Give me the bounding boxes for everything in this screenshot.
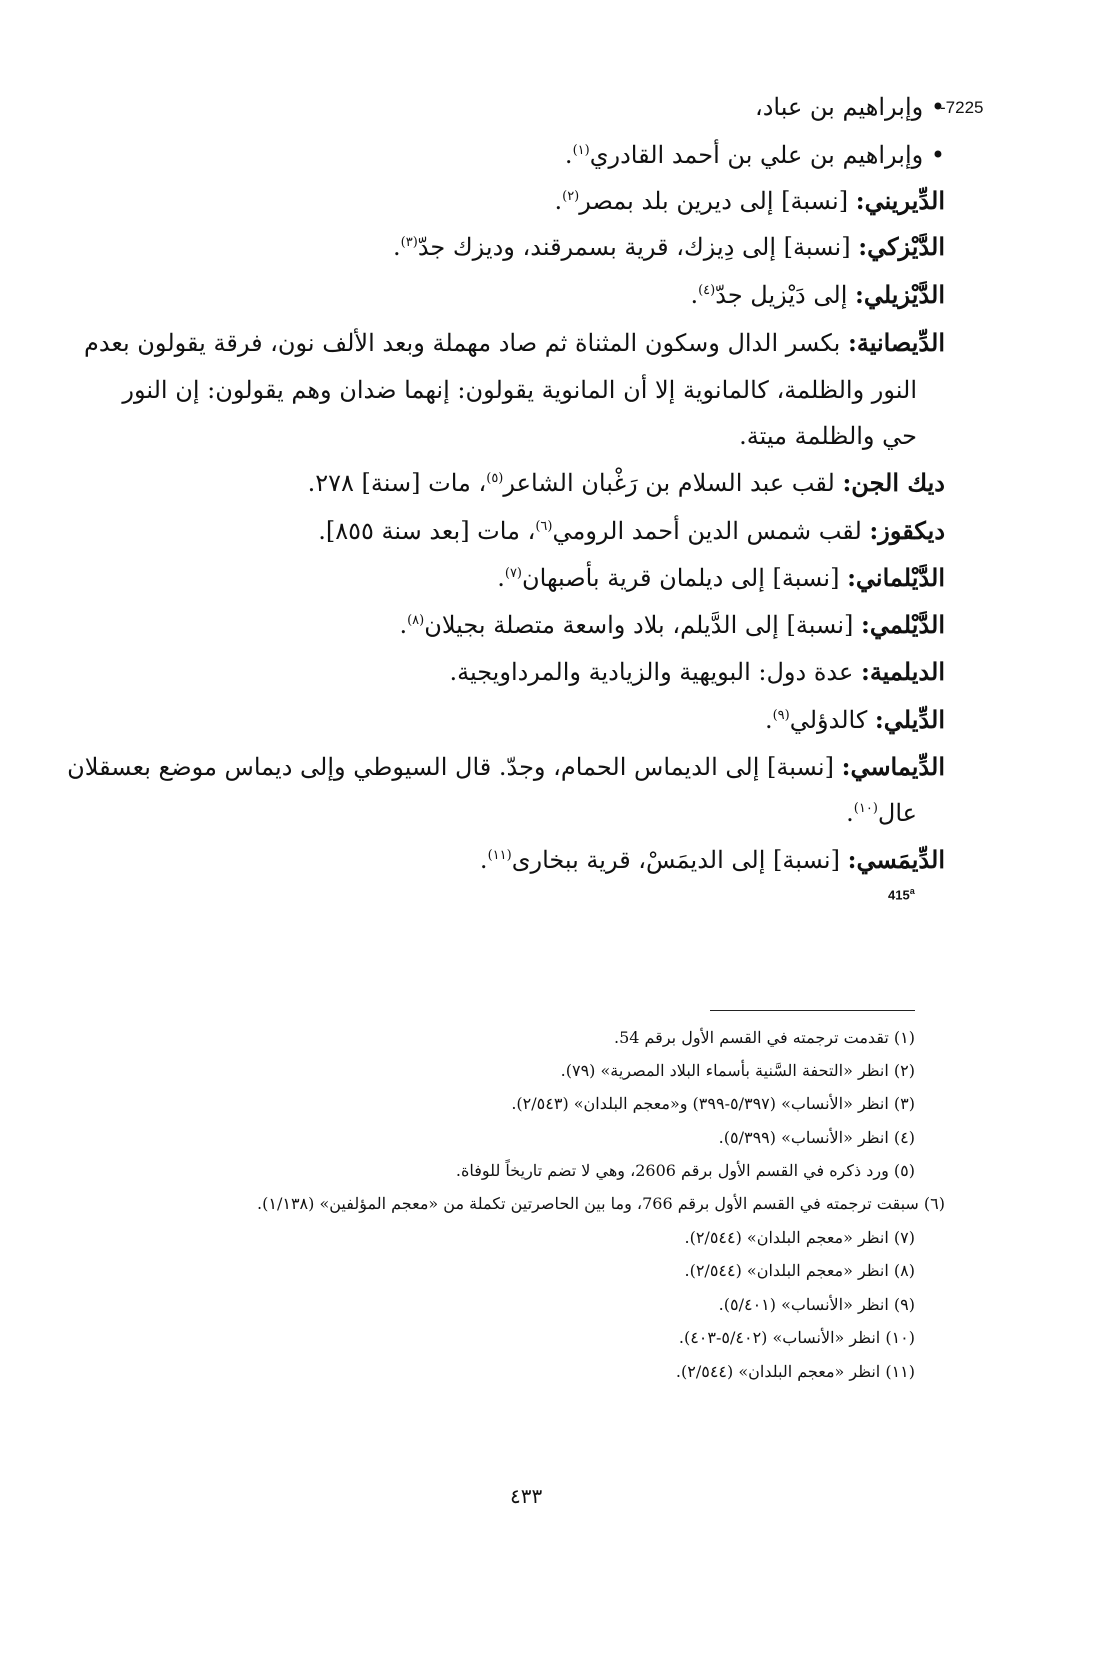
text-line (449, 657, 945, 687)
headword: ديك الجن: (842, 468, 945, 497)
headword: الدِّيصانية: (847, 328, 945, 357)
footnote-ref: (١) (572, 143, 590, 158)
line-tail: . (554, 187, 563, 215)
text-line (308, 468, 945, 498)
page-number: ٤٣٣ (510, 1484, 543, 1508)
headword: الديلمية: (860, 657, 945, 686)
line-text: [نسبة] إلى ديلمان قرية بأصبهان (522, 564, 848, 592)
line-text: [نسبة] إلى الديماس الحمام، وجدّ. قال السيوطي وإلى ديماس موضع بعسقلان (67, 753, 842, 781)
text-line (318, 516, 945, 546)
footnote-ref: (٥) (486, 471, 504, 486)
line-text: حي والظلمة ميتة. (739, 422, 917, 450)
line-tail: . (497, 564, 505, 592)
footnote-ref: (٤) (698, 283, 716, 298)
line-tail: . (846, 799, 854, 827)
entry-number: -7225 (940, 98, 984, 117)
text-line (554, 186, 945, 216)
footnote: (٧) انظر «معجم البلدان» (٢/٥٤٤). (684, 1228, 915, 1247)
line-tail: . (399, 611, 408, 639)
footnote-ref: (١١) (487, 848, 512, 863)
manuscript-folio-marker (888, 886, 915, 902)
text-line (84, 328, 945, 358)
line-text: إلى دَيْزيل جدّ (715, 281, 855, 309)
footnote-ref: (٧) (504, 566, 522, 581)
headword: الدَّيْلمي: (861, 610, 945, 639)
line-text: عدة دول: البويهية والزيادية والمرداويجية. (449, 658, 861, 686)
footnote-divider (710, 1010, 915, 1011)
text-line (122, 375, 917, 405)
footnote: (١) تقدمت ترجمته في القسم الأول برقم 54. (613, 1028, 915, 1047)
footnote: (٤) انظر «الأنساب» (٥/٣٩٩). (718, 1128, 915, 1147)
line-tail: . (479, 846, 488, 874)
text-line (690, 280, 945, 310)
line-tail: ، مات [سنة] ٢٧٨. (307, 469, 487, 497)
footnote-ref: (٢) (562, 189, 580, 204)
footnote-ref: (٨) (407, 613, 425, 628)
line-text: [نسبة] إلى دِيزك، قرية بسمرقند، وديزك جدّ (417, 233, 859, 261)
text-line (399, 610, 945, 640)
headword: الدِّيماسي: (841, 752, 945, 781)
line-text: [نسبة] إلى الديمَسْ، قرية ببخارى (511, 846, 848, 874)
text-line (846, 798, 917, 828)
line-text: بكسر الدال وسكون المثناة ثم صاد مهملة وبعد الألف نون، فرقة يقولون بعدم (83, 329, 848, 357)
line-tail: . (764, 706, 773, 734)
line-text: عال (877, 799, 917, 827)
line-text: • وإبراهيم بن علي بن أحمد القادري (589, 141, 945, 169)
headword: ديكقوز: (869, 516, 945, 545)
line-text: • وإبراهيم بن عباد، (754, 93, 945, 121)
line-tail: . (393, 233, 401, 261)
line-text: لقب شمس الدين أحمد الرومي (552, 517, 870, 545)
footnote: (٣) انظر «الأنساب» (٥/٣٩٧-٣٩٩) و«معجم البلدان» (٢/٥٤٣). (511, 1094, 915, 1113)
ms-folio-side: a (909, 886, 915, 896)
text-line (497, 563, 945, 593)
ms-folio-number: 415 (888, 887, 910, 903)
line-text: كالدؤلي (789, 706, 875, 734)
footnote-ref: (١٠) (853, 801, 878, 816)
headword: الدِّيلي: (874, 705, 945, 734)
headword: الدِّيريني: (855, 186, 945, 215)
headword: الدِّيمَسي: (847, 845, 945, 874)
footnote-ref: (٦) (535, 519, 553, 534)
line-text: [نسبة] إلى الدَّيلم، بلاد واسعة متصلة بجيلان (424, 611, 862, 639)
footnote: (٢) انظر «التحفة السَّنية بأسماء البلاد المصرية» (٧٩). (560, 1061, 915, 1080)
text-line (755, 92, 945, 122)
footnote: (١٠) انظر «الأنساب» (٥/٤٠٢-٤٠٣). (678, 1328, 915, 1347)
line-tail: . (690, 281, 699, 309)
line-tail: . (564, 141, 573, 169)
footnote-ref: (٩) (772, 708, 790, 723)
text-line (765, 705, 945, 735)
line-text: النور والظلمة، كالمانوية إلا أن المانوية يقولون: إنهما ضدان وهم يقولون: إن النور (122, 376, 917, 404)
text-line (67, 752, 945, 782)
headword: الدَّيْزيلي: (855, 280, 945, 309)
footnote: (٥) ورد ذكره في القسم الأول برقم 2606، وهي لا تضم تاريخاً للوفاة. (455, 1161, 915, 1180)
footnote: (٦) سبقت ترجمته في القسم الأول برقم 766، وما بين الحاصرتين تكملة من «معجم المؤلفين» (١/١٣٨). (257, 1194, 945, 1213)
headword: الدَّيْزكي: (858, 232, 945, 261)
text-line (393, 232, 945, 262)
text-line (565, 140, 945, 170)
headword: الدَّيْلماني: (847, 563, 945, 592)
footnote: (٩) انظر «الأنساب» (٥/٤٠١). (718, 1295, 915, 1314)
text-line (739, 421, 917, 451)
line-text: لقب عبد السلام بن رَغْبان الشاعر (503, 469, 843, 497)
line-tail: ، مات [بعد سنة ٨٥٥]. (318, 517, 536, 545)
text-line (480, 845, 945, 875)
footnote: (٨) انظر «معجم البلدان» (٢/٥٤٤). (684, 1261, 915, 1280)
line-text: [نسبة] إلى ديرين بلد بمصر (579, 187, 856, 215)
footnote: (١١) انظر «معجم البلدان» (٢/٥٤٤). (675, 1362, 915, 1381)
footnote-ref: (٣) (400, 235, 418, 250)
